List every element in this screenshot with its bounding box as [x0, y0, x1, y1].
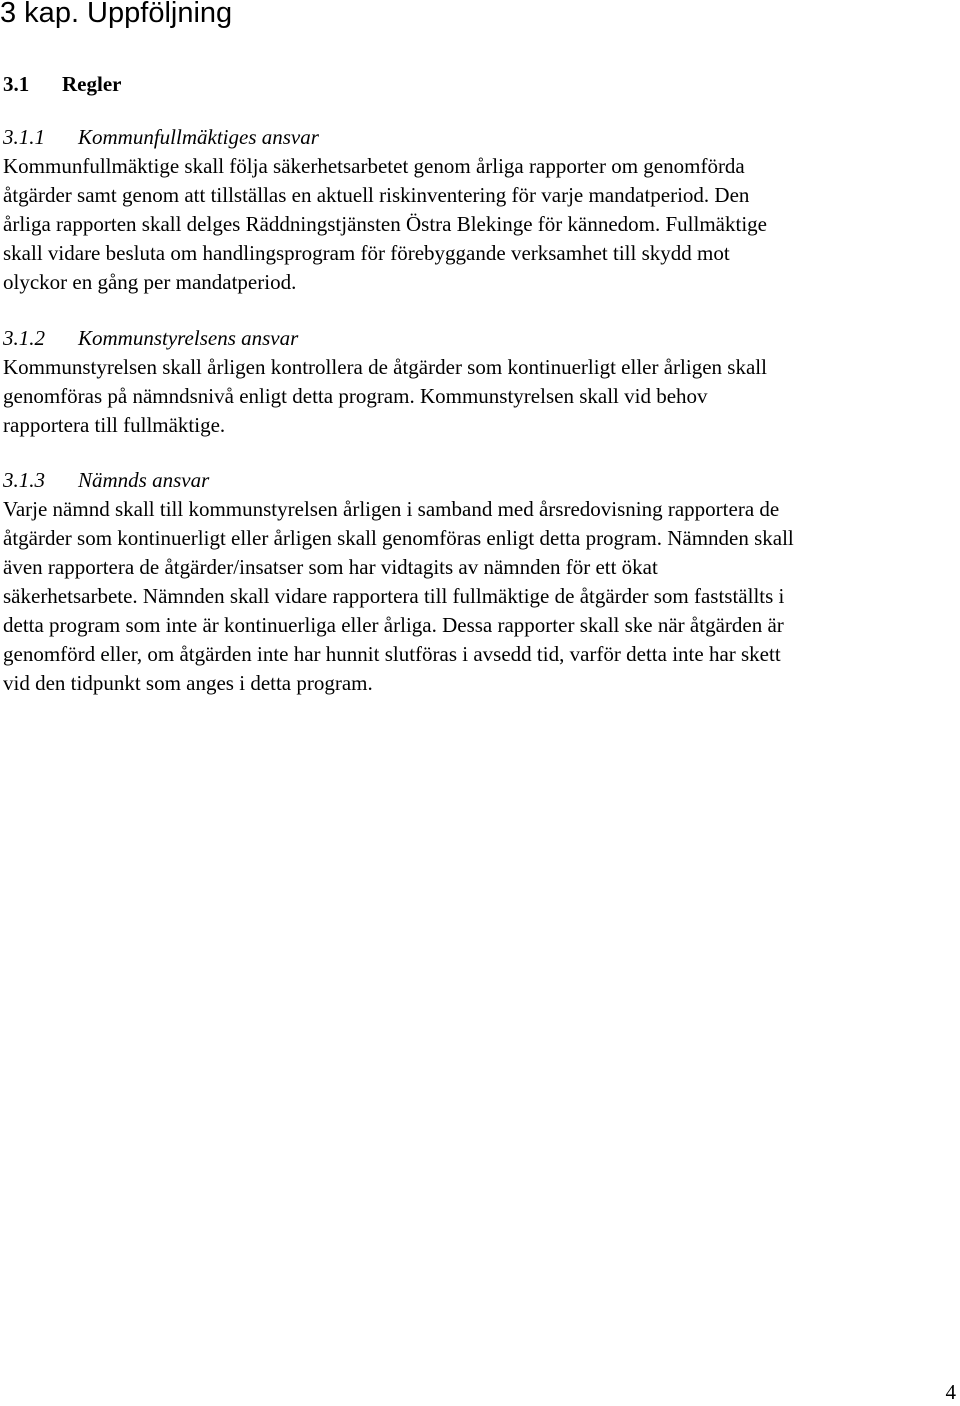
subsection-number: 3.1.1: [3, 125, 45, 149]
section-heading: [3, 70, 121, 98]
section-title: Regler: [62, 72, 122, 96]
subsection-number: 3.1.3: [3, 468, 45, 492]
subsection-namnds-ansvar: [3, 466, 953, 698]
subsection-title: Nämnds ansvar: [78, 468, 210, 492]
chapter-title: 3 kap. Uppföljning: [0, 0, 233, 29]
paragraph-line: Kommunstyrelsen skall årligen kontrollera de åtgärder som kontinuerligt eller årligen skall: [3, 355, 767, 379]
subsection-paragraph: [3, 495, 953, 698]
paragraph-line: Kommunfullmäktige skall följa säkerhetsarbetet genom årliga rapporter om genomförda: [3, 154, 745, 178]
subsection-heading: [3, 324, 953, 353]
paragraph-line: säkerhetsarbete. Nämnden skall vidare rapportera till fullmäktige de åtgärder som fastställts i: [3, 584, 785, 608]
paragraph-line: genomförd eller, om åtgärden inte har hunnit slutföras i avsedd tid, varför detta inte har skett: [3, 642, 781, 666]
subsection-heading: [3, 466, 953, 495]
paragraph-line: genomföras på nämndsnivå enligt detta program. Kommunstyrelsen skall vid behov: [3, 384, 708, 408]
subsection-title: Kommunfullmäktiges ansvar: [78, 125, 319, 149]
subsection-title: Kommunstyrelsens ansvar: [78, 326, 299, 350]
paragraph-line: rapportera till fullmäktige.: [3, 413, 226, 437]
paragraph-line: åtgärder samt genom att tillställas en aktuell riskinventering för varje mandatperiod. Den: [3, 183, 750, 207]
subsection-paragraph: [3, 152, 953, 297]
subsection-kommunstyrelsens-ansvar: [3, 324, 953, 440]
subsection-number: 3.1.2: [3, 326, 45, 350]
paragraph-line: årliga rapporten skall delges Räddningstjänsten Östra Blekinge för kännedom. Fullmäktige: [3, 212, 767, 236]
subsection-kommunfullmaktiges-ansvar: [3, 123, 953, 297]
paragraph-line: Varje nämnd skall till kommunstyrelsen årligen i samband med årsredovisning rapportera de: [3, 497, 780, 521]
subsection-heading: [3, 123, 953, 152]
paragraph-line: skall vidare besluta om handlingsprogram för förebyggande verksamhet till skydd mot: [3, 241, 730, 265]
paragraph-line: även rapportera de åtgärder/insatser som har vidtagits av nämnden för ett ökat: [3, 555, 658, 579]
paragraph-line: olyckor en gång per mandatperiod.: [3, 270, 297, 294]
paragraph-line: åtgärder som kontinuerligt eller årligen skall genomföras enligt detta program. Nämnden skall: [3, 526, 794, 550]
page-number: 4: [945, 1380, 956, 1404]
paragraph-line: detta program som inte är kontinuerliga eller årliga. Dessa rapporter skall ske när åtgärden är: [3, 613, 784, 637]
section-number: 3.1: [3, 72, 30, 96]
paragraph-line: vid den tidpunkt som anges i detta program.: [3, 671, 373, 695]
subsection-paragraph: [3, 353, 953, 440]
